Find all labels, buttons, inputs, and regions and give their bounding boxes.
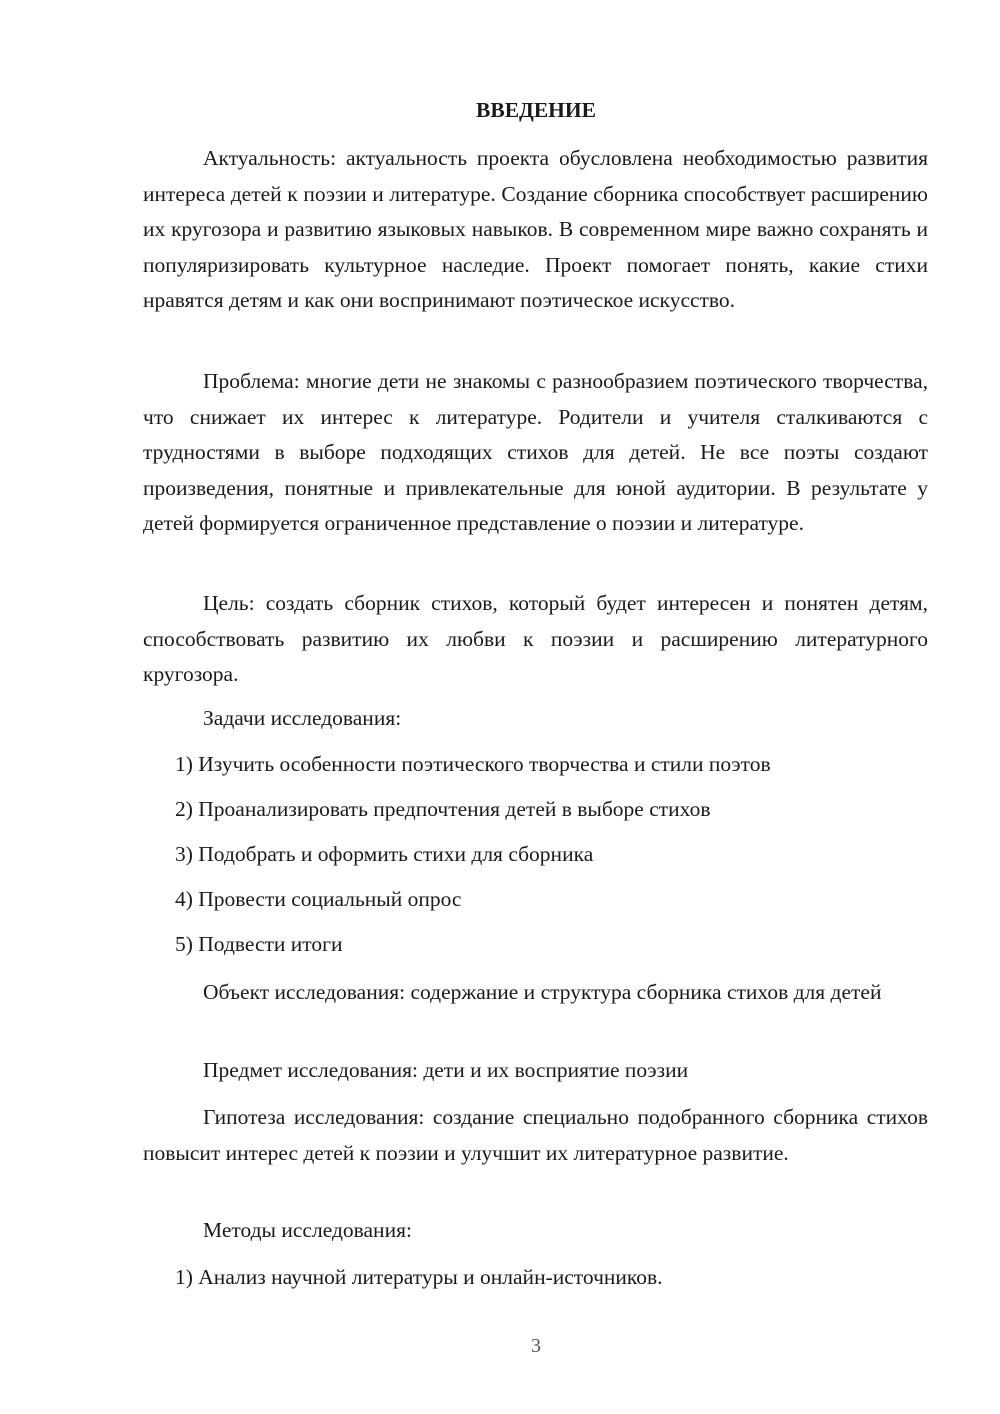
object-paragraph: Объект исследования: содержание и структура сборника стихов для детей xyxy=(203,980,882,1004)
relevance-paragraph: Актуальность: актуальность проекта обусловлена необходимостью развития интереса детей к поэзии и литературе. Создание сборника способствует расширению их кругозора и развитию языковых навыков. В современном мире важно сохранять и популяризировать культурное наследие. Проект помогает понять, какие стихи нравятся детям и как они воспринимают поэтическое искусство. xyxy=(143,146,928,312)
subject-paragraph: Предмет исследования: дети и их восприятие поэзии xyxy=(203,1058,689,1082)
methods-heading: Методы исследования: xyxy=(203,1218,412,1242)
problem-paragraph: Проблема: многие дети не знакомы с разнообразием поэтического творчества, что снижает их интерес к литературе. Родители и учителя сталкиваются с трудностями в выборе подходящих стихов для детей. Не все поэты создают произведения, понятные и привлекательные для юной аудитории. В результате у детей формируется ограниченное представление о поэзии и литературе. xyxy=(143,369,928,535)
task-item: 5) Подвести итоги xyxy=(175,932,343,956)
task-item: 2) Проанализировать предпочтения детей в выборе стихов xyxy=(175,797,711,821)
page-number: 3 xyxy=(531,1335,541,1357)
page-title: ВВЕДЕНИЕ xyxy=(476,98,596,122)
method-item: 1) Анализ научной литературы и онлайн-источников. xyxy=(175,1265,663,1289)
task-item: 3) Подобрать и оформить стихи для сборника xyxy=(175,842,594,866)
goal-paragraph: Цель: создать сборник стихов, который будет интересен и понятен детям, способствовать развитию их любви к поэзии и расширению литературного кругозора. xyxy=(143,591,928,686)
tasks-heading: Задачи исследования: xyxy=(203,706,402,730)
task-item: 1) Изучить особенности поэтического творчества и стили поэтов xyxy=(175,752,771,776)
task-item: 4) Провести социальный опрос xyxy=(175,887,462,911)
hypothesis-paragraph: Гипотеза исследования: создание специально подобранного сборника стихов повысит интерес детей к поэзии и улучшит их литературное развитие. xyxy=(143,1105,928,1165)
